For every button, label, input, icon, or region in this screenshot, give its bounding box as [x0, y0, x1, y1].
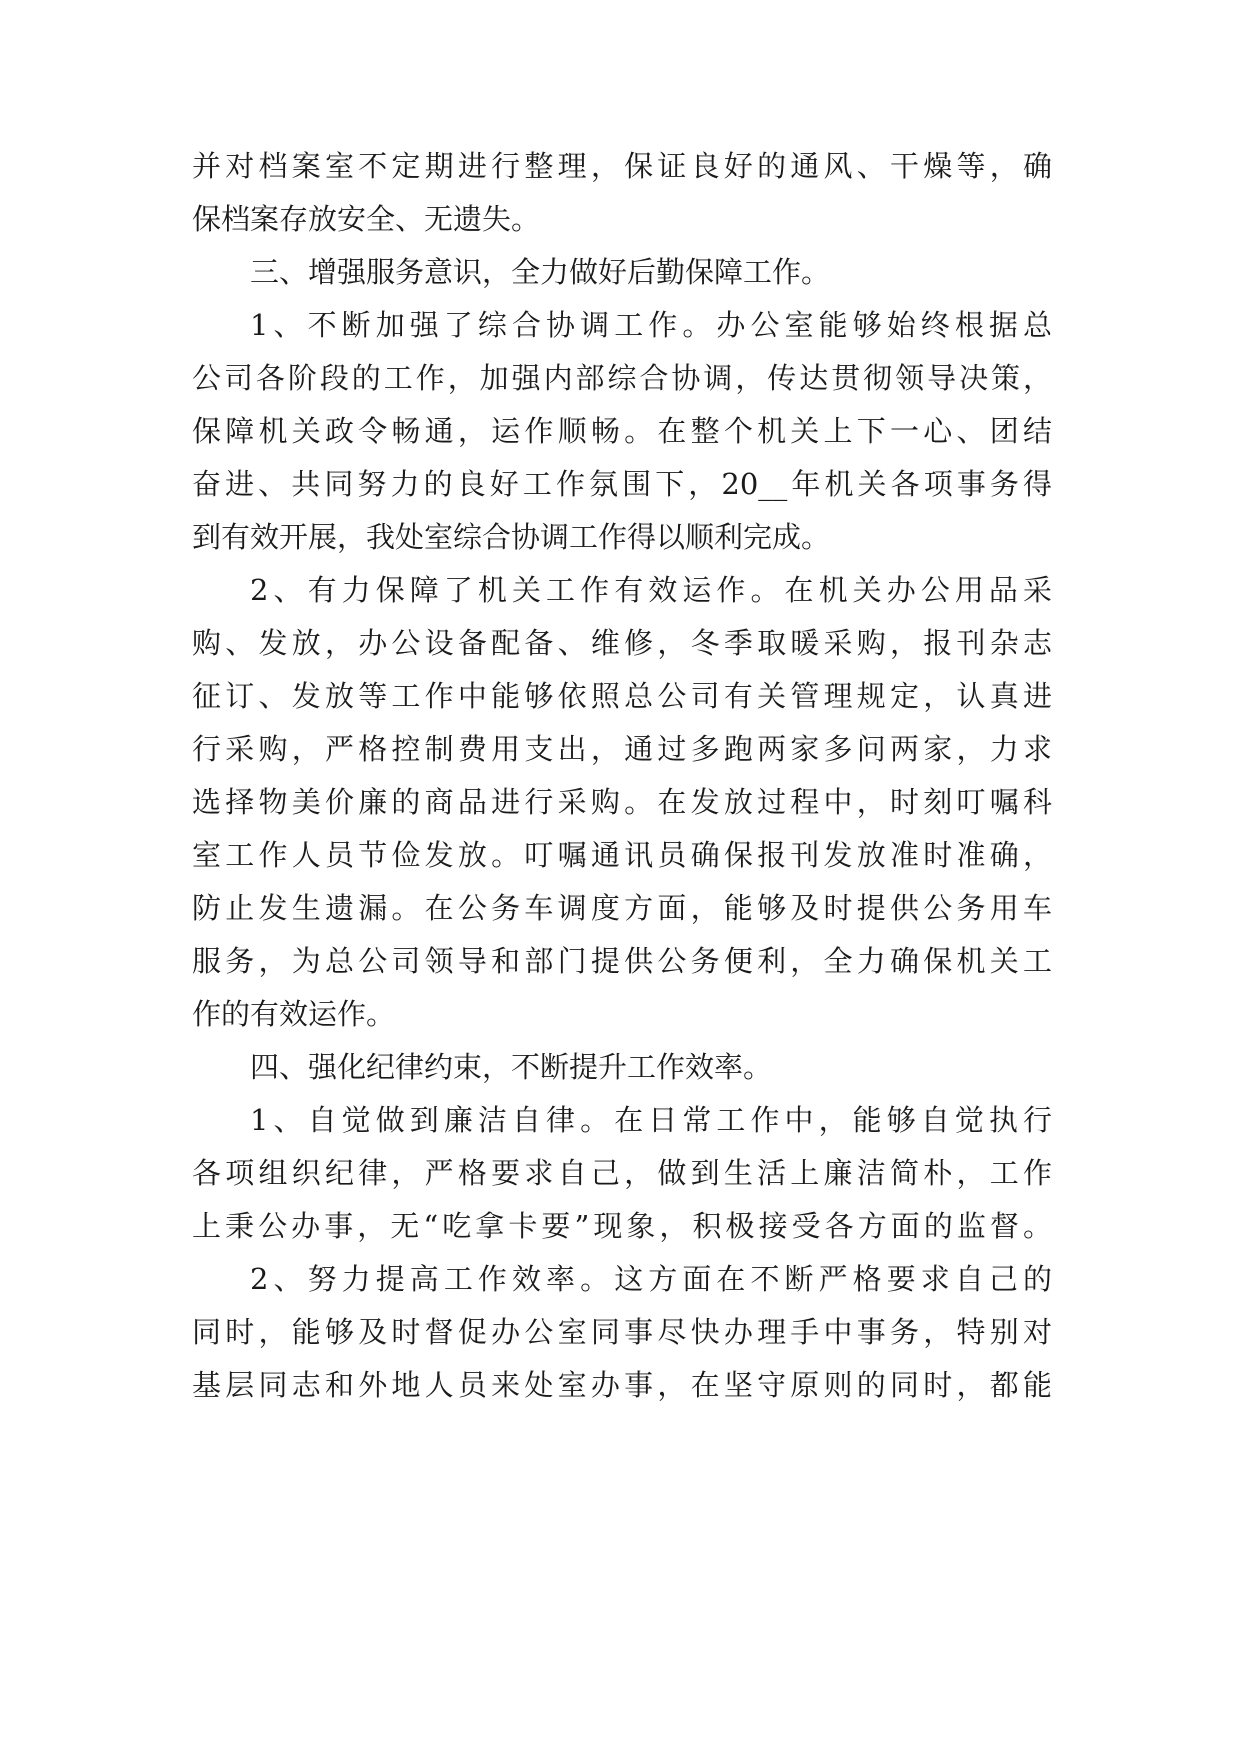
text-line: 1、自觉做到廉洁自律。在日常工作中，能够自觉执行 — [250, 1103, 1052, 1137]
section-heading: 三、增强服务意识，全力做好后勤保障工作。 — [250, 255, 831, 289]
section-heading: 四、强化纪律约束，不断提升工作效率。 — [250, 1050, 773, 1084]
text-line: 各项组织纪律，严格要求自己，做到生活上廉洁简朴，工作 — [192, 1156, 1052, 1190]
text-line: 服务，为总公司领导和部门提供公务便利，全力确保机关工 — [192, 944, 1052, 978]
text-line: 奋进、共同努力的良好工作氛围下，20__年机关各项事务得 — [192, 467, 1052, 501]
text-line: 作的有效运作。 — [192, 997, 396, 1031]
text-line: 1、不断加强了综合协调工作。办公室能够始终根据总 — [250, 308, 1052, 342]
text-line: 到有效开展，我处室综合协调工作得以顺利完成。 — [192, 520, 831, 554]
text-line: 2、努力提高工作效率。这方面在不断严格要求自己的 — [250, 1262, 1052, 1296]
text-line: 2、有力保障了机关工作有效运作。在机关办公用品采 — [250, 573, 1052, 607]
text-line: 同时，能够及时督促办公室同事尽快办理手中事务，特别对 — [192, 1315, 1052, 1349]
text-line: 公司各阶段的工作，加强内部综合协调，传达贯彻领导决策， — [192, 361, 1052, 395]
text-line: 室工作人员节俭发放。叮嘱通讯员确保报刊发放准时准确， — [192, 838, 1052, 872]
text-line: 基层同志和外地人员来处室办事，在坚守原则的同时，都能 — [192, 1368, 1052, 1402]
text-line: 并对档案室不定期进行整理，保证良好的通风、干燥等，确 — [192, 149, 1052, 183]
text-line: 行采购，严格控制费用支出，通过多跑两家多问两家，力求 — [192, 732, 1052, 766]
text-line: 防止发生遗漏。在公务车调度方面，能够及时提供公务用车 — [192, 891, 1052, 925]
text-line: 保障机关政令畅通，运作顺畅。在整个机关上下一心、团结 — [192, 414, 1052, 448]
text-line: 购、发放，办公设备配备、维修，冬季取暖采购，报刊杂志 — [192, 626, 1052, 660]
text-line: 保档案存放安全、无遗失。 — [192, 202, 541, 236]
text-line: 征订、发放等工作中能够依照总公司有关管理规定，认真进 — [192, 679, 1052, 713]
text-line: 选择物美价廉的商品进行采购。在发放过程中，时刻叮嘱科 — [192, 785, 1052, 819]
text-line: 上秉公办事，无“吃拿卡要”现象，积极接受各方面的监督。 — [192, 1209, 1052, 1243]
